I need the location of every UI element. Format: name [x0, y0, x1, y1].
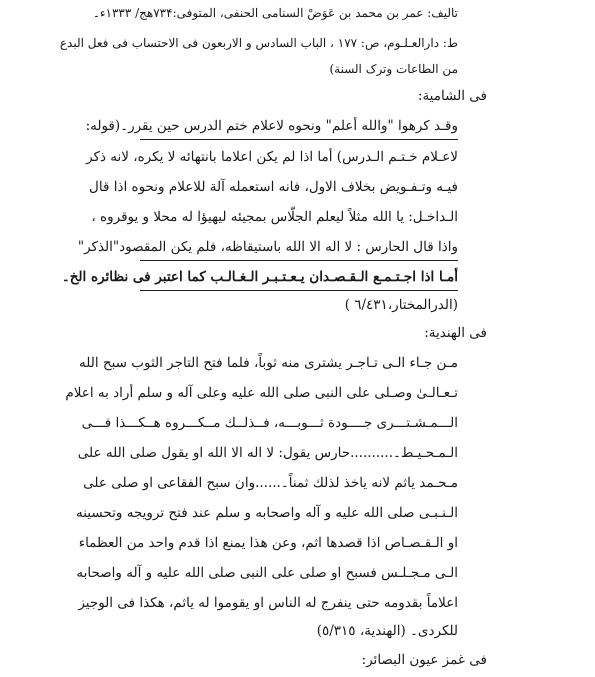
hindiya-line-8: الـی مـجـلـس فسبح او صلی علی النبی صلی الله علیه و آله واصحابه — [76, 565, 458, 581]
hindiya-heading: فی الهندیة: — [424, 325, 487, 341]
hindiya-line-6: الـنـبـی صلی الله علیه و آله واصحابه و سلم عند فتح ترویجه وتحسینه — [76, 505, 458, 521]
hindiya-line-1: مـن جـاء الـی تـاجـر یشتری منه ثوباً، فلما فتح التاجر الثوب سبح الله — [79, 355, 458, 371]
underline-3 — [140, 290, 458, 291]
underline-2 — [140, 260, 458, 261]
hindiya-line-2: تـعـالـیٰ وصـلی علی النبی صلی الله علیه وعلی آله و سلم أراد به اعلام — [65, 385, 458, 401]
shamiya-line-4: الـداخـل: یا الله مثلاً لیعلم الجلّاس بمجیئه لیهیؤا له محلا و یوقروه ، — [91, 209, 458, 225]
hindiya-line-10: للکردی۔ (الهندیة، ٥/٣١٥) — [316, 623, 458, 639]
hindiya-line-4: الـمـحـیـط۔..........حارس یقول: لا اله الا الله او یقول صلی الله علی — [77, 445, 458, 461]
hindiya-line-5: مـحـمد یاثم لانه یاخذ لذلك ثمناً۔......وان سبح الفقاعی او صلی علی — [83, 475, 458, 491]
ghamz-heading: فی غمز عیون البصائر: — [361, 652, 487, 668]
underline-1 — [140, 139, 458, 140]
shamiya-line-3: فیـه وتـفـویض بخلاف الاول، فانه استعمله آلة للاعلام ونحوه اذا قال — [89, 179, 458, 195]
shamiya-line-2: لاعـلام خـتـم الـدرس) أما اذا لم یکن اعلاما بانتهائه لا یکره، لانه ذکر — [86, 149, 458, 165]
shamiya-line-1: وقـد کرهوا "والله أعلم" ونحوه لاعلام ختم الدرس حین یقرر۔(قوله: — [85, 118, 458, 134]
shamiya-line-6: أمـا اذا اجـتـمـع الـقـصـدان یـعـتـبـر الـغـالـب کما اعتبر فی نظائره الخ۔ — [61, 269, 458, 285]
hindiya-line-9: اعلاماً بقدومه حتی ینفرج له الناس او یقوموا له یاثم، هکذا فی الوجیز — [78, 595, 458, 611]
shamiya-line-5: واذا قال الحارس : لا اله الا الله باستیقاظه، فلم یکن المقصود"الذکر" — [77, 239, 458, 255]
shamiya-citation: (الدرالمختار،٦/٤٣١ ) — [344, 297, 458, 313]
reference-line-3: من الطاعات وترک السنة) — [329, 62, 458, 76]
hindiya-line-7: او الـقـصـاص اذا قصدها اثم، وعن هذا یمنع اذا قدم واحد من العظماء — [78, 535, 458, 551]
shamiya-heading: فی الشامیة: — [417, 88, 487, 104]
hindiya-line-3: الـــمـشـتـــری جــــودة ثـــوبـــه، فــذلــك مــکـــروه هــکـــذا فـــی — [81, 415, 458, 431]
reference-line-2: ط: دارالعـلـوم، ص: ۱۷۷ ، الباب السادس و الاربعون فی الاحتساب فی فعل البدع — [59, 36, 458, 50]
reference-line-1: تالیف: عمر بن محمد بن عَوَضْ السنامی الحنفی، المتوفی:۷۳۴ھج/ ۱۳۳۳ء۔ — [92, 6, 458, 20]
